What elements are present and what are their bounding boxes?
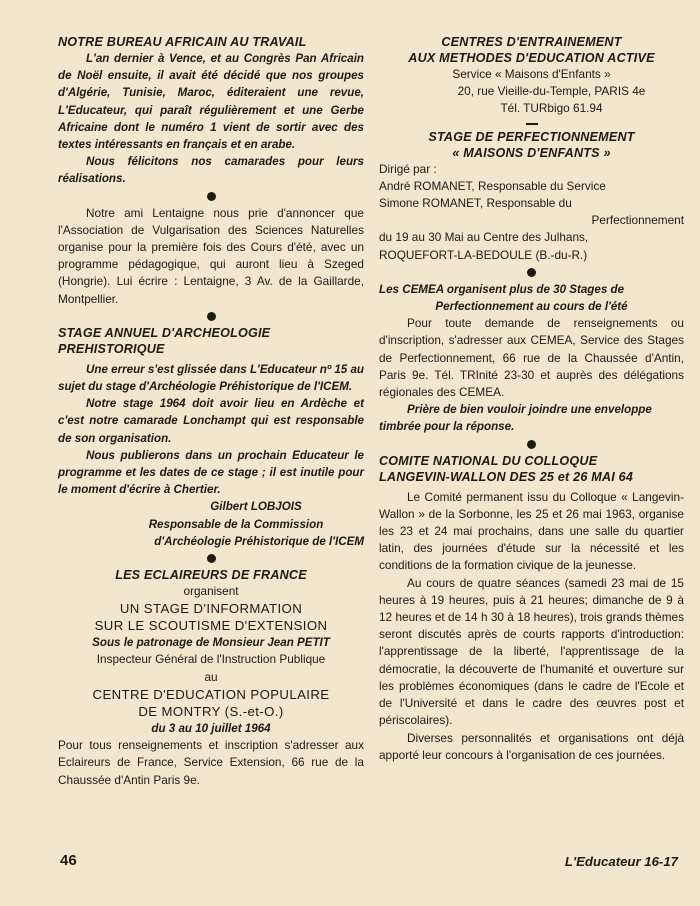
eclaireurs-dates: du 3 au 10 juillet 1964	[151, 721, 271, 735]
colloque-paragraph-3: Diverses personnalités et organisations ont déjà apporté leur concours à l'organisation de ces journées.	[379, 730, 684, 762]
centres-telephone: Tél. TURbigo 61.94	[500, 101, 603, 116]
signature-name: Gilbert LOBJOIS	[210, 500, 302, 514]
page-number: 46	[60, 852, 77, 869]
lentaigne-notice	[58, 205, 364, 308]
eclaireurs-stage-line: UN STAGE D'INFORMATION	[119, 601, 303, 617]
cemea-title-line-2: Perfectionnement au cours de l'été	[435, 300, 628, 314]
eclaireurs-inspecteur: Inspecteur Général de l'Instruction Publique	[96, 652, 326, 667]
stage-location: ROQUEFORT-LA-BEDOULE (B.-du-R.)	[379, 247, 588, 262]
cemea-notice	[379, 281, 684, 436]
eclaireurs-montry-line: DE MONTRY (S.-et-O.)	[138, 703, 284, 719]
bureau-africain-congrats: Nous félicitons nos camarades pour leurs réalisations.	[58, 155, 364, 186]
eclaireurs-notice	[58, 567, 364, 789]
eclaireurs-au: au	[204, 669, 218, 684]
bullet-separator	[527, 268, 536, 277]
archeologie-paragraph-3: Nous publierons dans un prochain Educateur le programme et les dates de ce stage ; il est inutile pour le moment d'écrire à Chertier.	[58, 448, 364, 497]
centres-notice	[379, 34, 684, 118]
stage-perfectionnement-notice	[379, 129, 684, 264]
cemea-paragraph: Pour toute demande de renseignements ou d'inscription, s'adresser aux CEMEA, Service des Stages de Perfectionnement, 66 rue de la Chaussée d'Antin, Paris 9e. Tél. TRInité 23-30 et auprès des délégations régionales des CEMEA.	[379, 316, 684, 400]
left-column	[58, 34, 364, 789]
stage-title-line-2: « MAISONS D'ENFANTS »	[452, 145, 611, 160]
bullet-separator	[207, 554, 216, 563]
stage-andre-romanet: André ROMANET, Responsable du Service	[379, 178, 606, 193]
lentaigne-paragraph: Notre ami Lentaigne nous prie d'annoncer que l'Association de Vulgarisation des Sciences Naturelles organise pour la première fois des Cours d'été, avec un programme pédagogique, qui auront lieu à Szeged (Hongrie). Lui écrire : Lentaigne, 3 Av. de la Gaillarde, Montpellier.	[58, 205, 364, 306]
bullet-separator	[207, 192, 216, 201]
colloque-title-line-2: LANGEVIN-WALLON DES 25 et 26 MAI 64	[379, 469, 634, 484]
bureau-africain-title: NOTRE BUREAU AFRICAIN AU TRAVAIL	[58, 35, 307, 49]
archeologie-paragraph-2: Notre stage 1964 doit avoir lieu en Ardèche et c'est notre camarade Lonchampt qui est responsable de son organisation.	[58, 397, 364, 445]
bullet-separator	[527, 440, 536, 449]
centres-title-line-2: AUX METHODES D'EDUCATION ACTIVE	[408, 51, 655, 65]
stage-simone-romanet: Simone ROMANET, Responsable du	[379, 196, 572, 211]
dash-separator	[526, 123, 538, 125]
cemea-enveloppe-line-1: Prière de bien vouloir joindre une enveloppe	[407, 403, 652, 417]
centres-title-line-1: CENTRES D'ENTRAINEMENT	[441, 35, 622, 49]
cemea-enveloppe-line-2: timbrée pour la réponse.	[379, 420, 515, 434]
eclaireurs-title: LES ECLAIREURS DE FRANCE	[115, 568, 307, 583]
colloque-paragraph-1: Le Comité permanent issu du Colloque « Langevin-Wallon » de la Sorbonne, les 25 et 26 mai 1963, organise les 23 et 24 mai prochains, dans une salle du quartier latin, des journées d'étude sur la nécessité et les conditions de la formation civique de la jeunesse.	[379, 489, 684, 573]
bureau-africain-notice	[58, 34, 364, 188]
right-column	[379, 34, 684, 764]
colloque-paragraph-2: Au cours de quatre séances (samedi 23 mai de 15 heures à 19 heures, puis à 21 heures; dimanche de 9 à 12 heures et de 14 h 30 à 18 heures), trois grands thèmes seront discutés après de courts rapports d'introduction: l'apprentissage de la liberté, l'apprentissage de la démocratie, la découverte de l'humanité et ouverture sur les problèmes économiques (dans le cadre de l'Ecole et de l'Université et dans le cadre des œuvres post et périscolaires).	[379, 575, 684, 728]
eclaireurs-patronage: Sous le patronage de Monsieur Jean PETIT	[92, 636, 330, 650]
colloque-title-line-1: COMITE NATIONAL DU COLLOQUE	[379, 453, 598, 468]
stage-dirige-par: Dirigé par :	[379, 161, 437, 176]
cemea-title-line-1: Les CEMEA organisent plus de 30 Stages de	[379, 282, 625, 296]
bureau-africain-paragraph: L'an dernier à Vence, et au Congrès Pan Africain de Noël ensuite, il avait été décidé que nos groupes d'Algérie, Tunisie, Maroc, éditeraient une revue, L'Educateur, qui paraît régulièrement et une Gerbe Africaine dont le numéro 1 vient de sortir avec des textes intéressants en français et en arabe.	[58, 52, 364, 152]
colloque-notice	[379, 453, 684, 764]
journal-title: L'Educateur 16-17	[564, 854, 678, 869]
archeologie-title: STAGE ANNUEL D'ARCHEOLOGIE PREHISTORIQUE	[58, 325, 271, 356]
stage-dates: du 19 au 30 Mai au Centre des Julhans,	[379, 230, 589, 245]
signature-role-line-2: d'Archéologie Préhistorique de l'ICEM	[154, 534, 364, 548]
archeologie-paragraph-1: Une erreur s'est glissée dans L'Educateur nº 15 au sujet du stage d'Archéologie Préhistorique de l'ICEM.	[58, 362, 364, 394]
centres-service: Service « Maisons d'Enfants »	[452, 67, 611, 81]
signature-role-line-1: Responsable de la Commission	[148, 517, 324, 531]
stage-perfectionnement: Perfectionnement	[591, 213, 684, 228]
centres-address: 20, rue Vieille-du-Temple, PARIS 4e	[457, 84, 646, 99]
archeologie-notice	[58, 325, 364, 550]
eclaireurs-scoutisme-line: SUR LE SCOUTISME D'EXTENSION	[94, 618, 328, 634]
eclaireurs-contact-paragraph: Pour tous renseignements et inscription s'adresser aux Eclaireurs de France, Service Extension, 66 rue de la Chaussée d'Antin Paris 9e.	[58, 738, 364, 787]
stage-title-line-1: STAGE DE PERFECTIONNEMENT	[428, 129, 635, 144]
bullet-separator	[207, 312, 216, 321]
eclaireurs-organisent: organisent	[183, 584, 239, 599]
eclaireurs-centre-line: CENTRE D'EDUCATION POPULAIRE	[92, 686, 330, 702]
